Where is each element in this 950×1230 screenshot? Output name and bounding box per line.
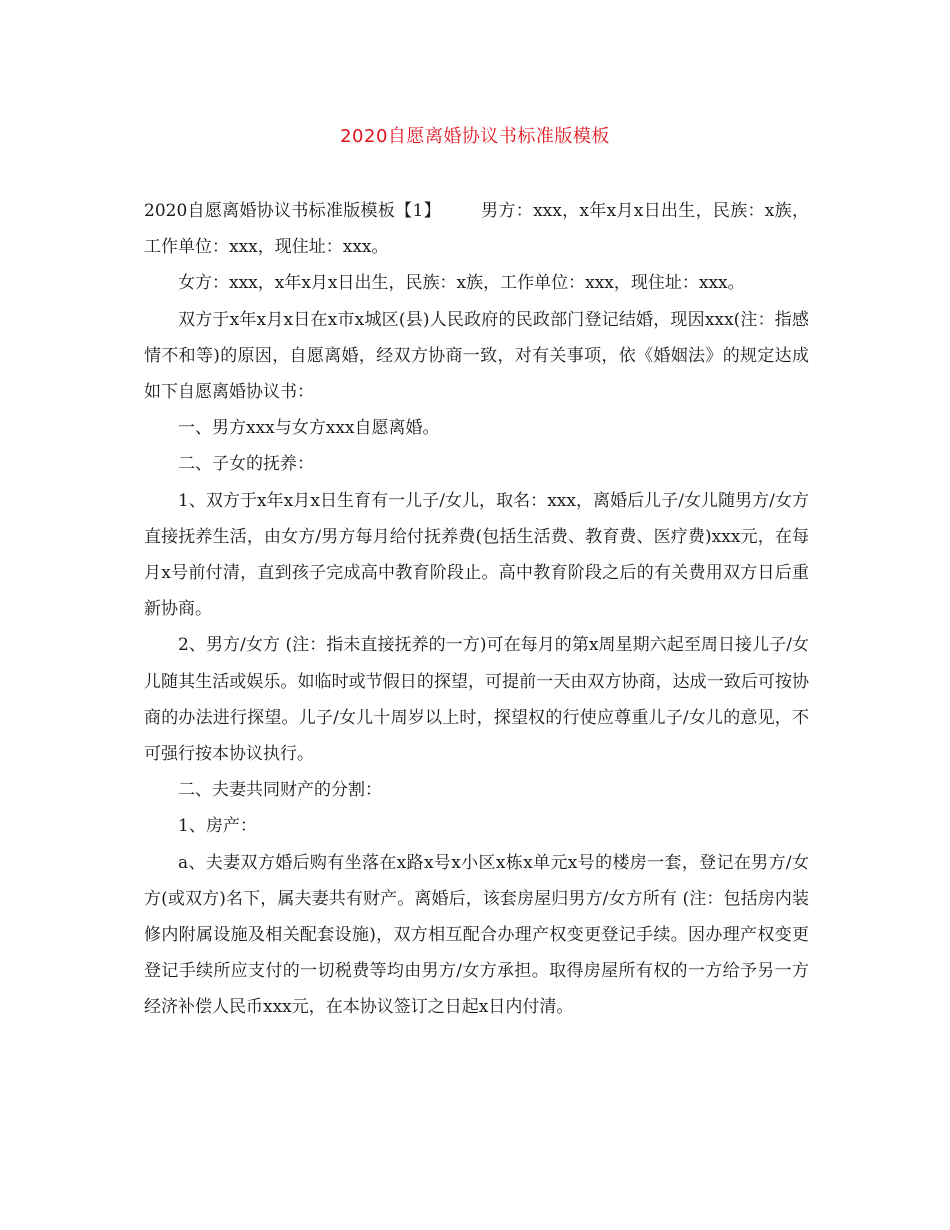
paragraph-house-division: a、夫妻双方婚后购有坐落在x路x号x小区x栋x单元x号的楼房一套，登记在男方/女方(或双方)名下，属夫妻共有财产。离婚后，该套房屋归男方/女方所有 (注：包括房内装修内附属设施及相关配套设施)，双方相互配合办理产权变更登记手续。因办理产权变更登记手续所应支付的一切税费等均由男方/女方承担。取得房屋所有权的一方给予另一方经济补偿人民币xxx元，在本协议签订之日起x日内付清。	[144, 852, 809, 1018]
intro-heading: 2020自愿离婚协议书标准版模板【1】	[144, 201, 441, 221]
paragraph-section-property: 二、夫妻共同财产的分割：	[178, 780, 382, 801]
paragraph-wife-info: 女方：xxx，x年x月x日出生，民族：x族，工作单位：xxx，现住址：xxx。	[178, 273, 745, 294]
paragraph-real-estate: 1、房产：	[178, 816, 257, 837]
paragraph-marriage-registration: 双方于x年x月x日在x市x城区(县)人民政府的民政部门登记结婚，现因xxx(注：指感情不和等)的原因，自愿离婚，经双方协商一致，对有关事项，依《婚姻法》的规定达成如下自愿离婚协议书：	[144, 309, 809, 403]
paragraph-child-custody: 1、双方于x年x月x日生育有一儿子/女儿，取名：xxx，离婚后儿子/女儿随男方/女方直接抚养生活，由女方/男方每月给付抚养费(包括生活费、教育费、医疗费)xxx元，在每月x号前付清，直到孩子完成高中教育阶段止。高中教育阶段之后的有关费用双方日后重新协商。	[144, 490, 809, 620]
paragraph-husband-info	[144, 193, 809, 265]
document-body	[144, 193, 809, 1026]
husband-info: 男方：xxx，x年x月x日出生，民族：x族，工作单位：xxx，现住址：xxx。	[144, 201, 809, 258]
paragraph-clause-divorce: 一、男方xxx与女方xxx自愿离婚。	[178, 418, 440, 439]
paragraph-section-children: 二、子女的抚养：	[178, 454, 314, 475]
paragraph-visitation: 2、男方/女方 (注：指未直接抚养的一方)可在每月的第x周星期六起至周日接儿子/女儿随其生活或娱乐。如临时或节假日的探望，可提前一天由双方协商，达成一致后可按协商的办法进行探望。儿子/女儿十周岁以上时，探望权的行使应尊重儿子/女儿的意见，不可强行按本协议执行。	[144, 635, 809, 765]
document-title: 2020自愿离婚协议书标准版模板	[340, 126, 610, 147]
